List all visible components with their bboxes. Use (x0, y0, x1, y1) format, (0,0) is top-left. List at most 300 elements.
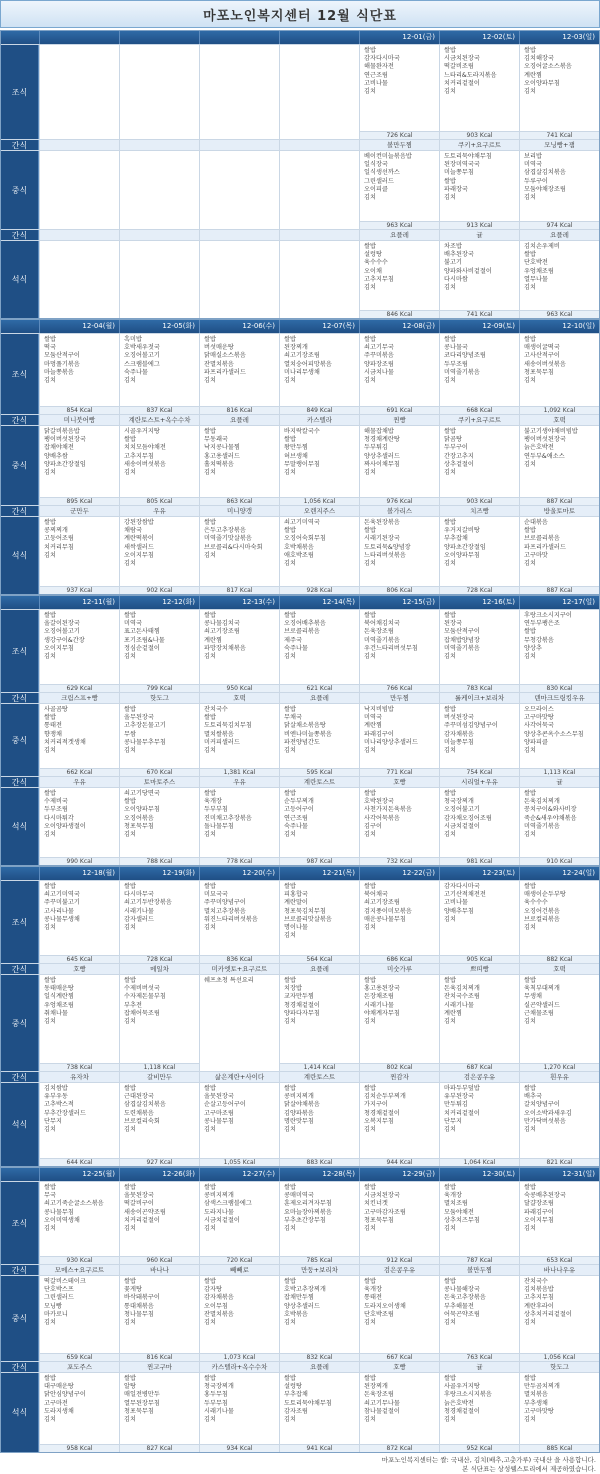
menu-cell (279, 975, 359, 1071)
calorie-label: 687 Kcal (440, 1063, 519, 1071)
menu-item: 고추지무침 (524, 1294, 554, 1302)
menu-item: 잔치국수조림 (444, 993, 480, 1001)
menu-cell (359, 151, 439, 229)
menu-item: 죽순&새우야채볶음 (524, 814, 577, 822)
snack-cell: 갈비만두 (119, 1072, 199, 1082)
menu-cell (359, 1373, 439, 1452)
snack-cell: 호떡 (519, 415, 599, 425)
menu-item: 쌀밥 (204, 1085, 216, 1092)
menu-cell (119, 45, 199, 139)
menu-item: 올뭇된장국 (124, 1192, 154, 1200)
menu-item: 통태전 (364, 1294, 382, 1302)
calorie-label: 950 Kcal (200, 684, 279, 692)
menu-item: 김치 (444, 915, 456, 923)
snack-cell: 만둥+보리차 (279, 1265, 359, 1275)
menu-item: 통태전 (44, 722, 62, 730)
meal-label: 석식 (1, 241, 39, 318)
menu-item: 육개장 (364, 1286, 382, 1294)
menu-item: 김치 (444, 1416, 456, 1424)
menu-cell (279, 610, 359, 692)
snack-cell: 삶은계란+사이다 (199, 1072, 279, 1082)
menu-item: 미늘쫑무침 (444, 738, 474, 746)
menu-item: 쌀밥 (204, 790, 216, 797)
menu-item: 우엉채조림 (524, 267, 554, 275)
calorie-label: 854 Kcal (40, 406, 119, 414)
menu-item: 김양파볶음 (284, 1109, 314, 1117)
menu-item: 미역줄기볶음 (364, 636, 400, 644)
snack-cell: 핫도그 (119, 693, 199, 703)
menu-item: 쌀밥 (444, 1278, 456, 1285)
snack-cell: 군만두 (39, 506, 119, 516)
menu-item: 청경채겉절이 (444, 1407, 480, 1415)
menu-item: 김치 (124, 377, 136, 385)
menu-item: 모둠산적구이 (44, 352, 80, 360)
menu-item: 연근조림 (284, 814, 308, 822)
snack-cell (119, 140, 199, 150)
menu-item: 열무나물 (524, 275, 548, 283)
menu-item: 고구마맛탕 (524, 1407, 554, 1415)
menu-item: 오이지무침 (524, 1216, 554, 1224)
menu-item: 쇠고기무국 (364, 344, 394, 352)
menu-item: 버섯된장국 (444, 714, 474, 722)
calorie-label: 1,113 Kcal (520, 768, 599, 776)
menu-item: 쌀밥 (364, 1085, 376, 1092)
menu-item: 쌀밥 (524, 977, 536, 984)
footer (0, 1453, 600, 1474)
menu-item: 상추겉절이 (444, 460, 474, 468)
calorie-label: 805 Kcal (120, 497, 199, 505)
meal-label: 간식 (1, 1265, 39, 1275)
menu-item: 시골우거지탕 (124, 428, 160, 435)
menu-item: 꽁치구이&와사비장 (524, 806, 577, 814)
menu-item: 도토리묵야채무침 (284, 1399, 332, 1407)
menu-cell (39, 1276, 119, 1361)
snack-cell (199, 230, 279, 240)
snack-cell: 호떡 (199, 693, 279, 703)
menu-item: 된장국 (444, 620, 462, 628)
menu-item: 브로컬리볶음 (524, 915, 560, 923)
menu-item: 돈육고추장볶음 (444, 1294, 486, 1302)
menu-item: 김치 (524, 460, 536, 468)
menu-cell (39, 1083, 119, 1166)
snack-cell (279, 230, 359, 240)
menu-item: 쌀밥 (204, 336, 216, 343)
menu-item: 고추박스적 (44, 1101, 74, 1109)
menu-item: 돈육김치찌개 (444, 985, 480, 993)
menu-item: 감자샐러드 (124, 915, 154, 923)
menu-item: 사각어묵국 (524, 722, 554, 730)
menu-item: 김치 (204, 1126, 216, 1134)
menu-item: 콩비지찌개 (204, 1192, 234, 1200)
menu-cell (279, 334, 359, 414)
menu-item: 우엉채조림 (44, 1001, 74, 1009)
date-header (39, 31, 119, 44)
menu-item: 육개장 (444, 1192, 462, 1200)
menu-item: 새송이곤약조림 (124, 1208, 166, 1216)
menu-item: 계란말이 (284, 899, 308, 907)
menu-item: 연근조림 (364, 71, 388, 79)
menu-item: 연두부팽은조 (524, 620, 560, 628)
calorie-label: 816 Kcal (120, 1353, 199, 1361)
menu-item: 김치 (204, 1416, 216, 1424)
menu-item: 열치숭어피망볶음 (284, 360, 332, 368)
menu-item: 시래기나물 (124, 907, 154, 915)
snack-cell: 요플레 (279, 1362, 359, 1372)
week-block (0, 30, 600, 319)
menu-item: 브로콜리&다시마숙회 (204, 543, 263, 551)
menu-item: 쌀밥 (204, 519, 216, 526)
menu-item: 치커리적겟생채 (44, 738, 86, 746)
snack-cell: 미니붓어빵 (39, 415, 119, 425)
menu-item: 양배추쌈 (44, 452, 68, 460)
menu-item: 쌀밥 (204, 1375, 216, 1382)
menu-item: 매생이굴떡국 (524, 344, 560, 352)
menu-cell (199, 334, 279, 414)
menu-item: 순살고등어구이 (204, 1101, 246, 1109)
menu-item: 오이무침 (204, 1302, 228, 1310)
menu-cell (39, 881, 119, 963)
menu-item: 실곤약샐러드 (524, 1001, 560, 1009)
menu-item: 도토리묵김치무침 (204, 722, 252, 730)
menu-cell (39, 517, 119, 594)
calorie-label: 963 Kcal (520, 310, 599, 318)
menu-item: 달걀장조림 (524, 1200, 554, 1208)
menu-item: 오이지무침 (44, 644, 74, 652)
menu-item: 부추초간장무침 (284, 1216, 326, 1224)
menu-item: 마카로니 (44, 1310, 68, 1318)
snack-row (1, 776, 599, 787)
menu-item: 김치 (284, 1018, 296, 1026)
menu-item: 오이소박과새우김 (524, 1109, 572, 1117)
menu-item: 된장찌개 (284, 344, 308, 352)
snack-cell: 계란토스트 (279, 777, 359, 787)
lunch-row (1, 150, 599, 229)
calorie-label: 872 Kcal (360, 1444, 439, 1452)
menu-cell (199, 45, 279, 139)
menu-cell (39, 975, 119, 1071)
date-header: 12-18(월) (39, 867, 119, 880)
dinner-row (1, 1082, 599, 1166)
snack-row (1, 505, 599, 516)
menu-item: 청나물무침 (124, 1310, 154, 1318)
menu-item: 만가닥버섯볶음 (524, 1117, 566, 1125)
menu-item: 멸치고추장볶음 (204, 907, 246, 915)
menu-item: 숙주나물 (284, 822, 308, 830)
menu-item: 배추국 (524, 1093, 542, 1101)
calorie-label: 885 Kcal (520, 1444, 599, 1452)
breakfast-row (1, 333, 599, 414)
menu-item: 두부튀김 (364, 444, 388, 452)
menu-item: 닭안심양념구이 (44, 1391, 86, 1399)
menu-item: 김치 (524, 88, 536, 96)
menu-cell (199, 704, 279, 776)
date-header: 12-07(목) (279, 320, 359, 333)
menu-item: 김치 (364, 1416, 376, 1424)
menu-cell (359, 426, 439, 505)
menu-cell (199, 426, 279, 505)
menu-cell (119, 704, 199, 776)
calorie-label: 832 Kcal (280, 1353, 359, 1361)
menu-item: 쌀밥 (284, 1085, 296, 1092)
menu-item: 콩나물해장국 (444, 1286, 480, 1294)
menu-item: 포기조림&나물 (124, 636, 165, 644)
menu-item: 김치 (524, 924, 536, 932)
calorie-label: 738 Kcal (40, 1063, 119, 1071)
menu-item: 김치 (284, 1416, 296, 1424)
calorie-label: 963 Kcal (360, 221, 439, 229)
menu-item: 모둠야채전 (444, 1208, 474, 1216)
menu-cell (439, 704, 519, 776)
menu-item: 육수수수 (524, 899, 548, 907)
menu-item: 쌀밥 (284, 1184, 296, 1191)
date-header (279, 31, 359, 44)
calorie-label: 621 Kcal (280, 684, 359, 692)
menu-item: 보리밥 (524, 153, 542, 160)
date-header: 12-29(금) (359, 1168, 439, 1181)
date-header: 12-06(수) (199, 320, 279, 333)
menu-item: 무생채 (524, 993, 542, 1001)
menu-item: 치장밥 (284, 985, 302, 993)
menu-item: 쌀밥 (364, 1278, 376, 1285)
menu-cell (279, 517, 359, 594)
menu-item: 쇠고기장조림 (204, 628, 240, 636)
menu-item: 오이미역생채 (44, 1216, 80, 1224)
calorie-label: 1,381 Kcal (200, 768, 279, 776)
menu-item: 청포묵무침 (124, 822, 154, 830)
week-block (0, 595, 600, 866)
meal-label: 간식 (1, 140, 39, 150)
menu-item: 돈육된장볶음 (364, 519, 400, 526)
menu-cell (519, 45, 599, 139)
calorie-label: 952 Kcal (440, 1444, 519, 1452)
snack-cell: 계란토스트+옥수수차 (119, 415, 199, 425)
menu-item: 단호박조림 (364, 1310, 394, 1318)
snack-cell: 유자차 (39, 1072, 119, 1082)
meal-label: 석식 (1, 517, 39, 594)
date-header: 12-31(일) (519, 1168, 599, 1181)
menu-cell (439, 881, 519, 963)
menu-item: 유부된장국 (444, 1093, 474, 1101)
menu-item: 떡갈비조림 (444, 63, 474, 71)
menu-item: 김치 (524, 560, 536, 568)
menu-item: 쌀밥 (284, 527, 296, 535)
menu-item: 코다리양념조림 (444, 352, 486, 360)
week-date-header (1, 31, 599, 44)
menu-cell (439, 334, 519, 414)
menu-cell (359, 975, 439, 1071)
menu-item: 청포묵무침 (124, 1407, 154, 1415)
menu-item: 단호박스프 (44, 1286, 74, 1294)
calorie-label: 802 Kcal (360, 1063, 439, 1071)
menu-cell (39, 334, 119, 414)
menu-cell (439, 426, 519, 505)
menu-item: 쌀밥 (524, 1375, 536, 1382)
calorie-label: 670 Kcal (120, 768, 199, 776)
menu-item: 닭살야채볶음 (284, 1101, 320, 1109)
menu-item: 김치 (284, 1319, 296, 1327)
menu-cell (519, 1276, 599, 1361)
date-header: 12-16(토) (439, 596, 519, 609)
menu-item: 호박된장국 (364, 798, 394, 806)
menu-item: 올무된장국 (124, 714, 154, 722)
menu-item: 김치 (364, 194, 376, 202)
calorie-label: 763 Kcal (440, 1353, 519, 1361)
calorie-label: 787 Kcal (440, 1256, 519, 1264)
menu-item: 쌀밥 (204, 612, 216, 619)
menu-item: 오이피클 (364, 185, 388, 193)
menu-item: 매생이순두부탕 (524, 891, 566, 899)
snack-cell (39, 140, 119, 150)
menu-item: 수제비국 (44, 798, 68, 806)
menu-item: 쌀밥 (124, 612, 136, 619)
snack-cell: 요플레 (359, 230, 439, 240)
menu-cell (119, 426, 199, 505)
menu-item: 쌀밥 (284, 1375, 296, 1382)
menu-item: 주꾸미양념구이 (204, 899, 246, 907)
menu-item: 통대채볶음 (124, 1302, 154, 1310)
menu-item: 쌀밥 (364, 790, 376, 797)
snack-cell: 바나나우유 (519, 1265, 599, 1275)
snack-cell: 호빵 (39, 964, 119, 974)
menu-item: 양파와사비겉절이 (444, 267, 492, 275)
menu-item: 오징어볼고기 (124, 352, 160, 360)
menu-item: 스크램블에그 (124, 360, 160, 368)
menu-item: 콩나물무침 (204, 1117, 234, 1125)
menu-item: 우건느타리버섯무침 (364, 644, 418, 652)
menu-item: 도토리묵야채무침 (444, 153, 492, 160)
menu-item: 쌀밥 (524, 628, 536, 636)
calorie-label: 837 Kcal (120, 406, 199, 414)
snack-cell: 찐빵 (359, 415, 439, 425)
menu-item: 청포묵무침 (364, 1216, 394, 1224)
menu-item: 김치 (284, 469, 296, 477)
menu-item: 오징어배추볶음 (284, 620, 326, 628)
menu-item: 쌀밥 (444, 177, 456, 185)
menu-item: 쌀밥 (284, 790, 296, 797)
menu-item: 정심순겉절이 (124, 644, 160, 652)
menu-item: 부추간장샐러드 (44, 1109, 86, 1117)
menu-item: 호박채볶음 (284, 543, 314, 551)
calorie-label: 836 Kcal (200, 955, 279, 963)
menu-item: 잡채밥양념장 (444, 636, 480, 644)
date-header: 12-02(토) (439, 31, 519, 44)
meal-label: 간식 (1, 1072, 39, 1082)
menu-item: 쌀밥 (444, 790, 456, 797)
menu-item: 후랑크소시지볶음 (444, 1391, 492, 1399)
menu-item: 도련채볶음 (124, 1109, 154, 1117)
menu-item: 북어채국 (364, 891, 388, 899)
menu-item: 명이나물 (284, 924, 308, 932)
menu-item: 설렁탕 (364, 251, 382, 259)
menu-item: 쉐프초청 특선요리 (204, 977, 254, 984)
calorie-label: 691 Kcal (360, 406, 439, 414)
calorie-label: 1,092 Kcal (520, 406, 599, 414)
menu-item: 낙지콩나물찜 (204, 444, 240, 452)
menu-item: 미커피샐러드 (204, 738, 240, 746)
menu-item: 떡갈비구이 (124, 1200, 154, 1208)
menu-item: 우거지갈비탕 (444, 527, 480, 535)
menu-item: 잔치국수 (204, 706, 228, 713)
menu-item: 상추치커리겉절이 (524, 1310, 572, 1318)
menu-item: 오징어볶음 (124, 814, 154, 822)
menu-item: 강된장쌈밥 (124, 519, 154, 526)
menu-item: 육개장 (204, 798, 222, 806)
menu-item: 고구마조림 (204, 1109, 234, 1117)
footer-line-2: 본 식단표는 상성웰스토리에서 제공하였습니다. (462, 1465, 596, 1473)
menu-cell (199, 151, 279, 229)
menu-item: 주꾸미불고기 (44, 899, 80, 907)
snack-cell: 호빵 (359, 1362, 439, 1372)
snack-cell: 오렌지주스 (279, 506, 359, 516)
menu-cell (279, 704, 359, 776)
calorie-label: 944 Kcal (360, 1158, 439, 1166)
week-date-header (1, 320, 599, 333)
menu-item: 고둥어조림 (44, 535, 74, 543)
menu-item: 시래기된장국 (364, 535, 400, 543)
menu-item: 쌀밥 (44, 336, 56, 343)
menu-item: 오이양파무침 (444, 551, 480, 559)
menu-item: 쌀밥 (204, 1278, 216, 1285)
menu-item: 김치 (444, 1319, 456, 1327)
menu-item: 쌀밥 (444, 977, 456, 984)
menu-item: 채람국 (124, 527, 142, 535)
menu-item: 미역줄기맛살볶음 (204, 535, 252, 543)
menu-item: 주꾸미섬김양념구이 (444, 722, 498, 730)
menu-cell (359, 1276, 439, 1361)
calorie-label: 958 Kcal (40, 1444, 119, 1452)
menu-item: 삼색스크램블에그 (204, 1200, 252, 1208)
menu-item: 김치 (524, 1319, 536, 1327)
date-header: 12-04(월) (39, 320, 119, 333)
week-date-header (1, 596, 599, 609)
snack-row (1, 229, 599, 240)
menu-item: 고비나물 (444, 899, 468, 907)
calorie-label: 976 Kcal (360, 497, 439, 505)
menu-item: 생강구이&간장 (44, 636, 85, 644)
snack-cell: 미숫가루 (359, 964, 439, 974)
menu-item: 김치 (444, 653, 456, 661)
menu-item: 올갈이된장국 (44, 620, 80, 628)
calorie-label: 754 Kcal (440, 768, 519, 776)
menu-item: 쌀밥 (204, 714, 216, 722)
menu-item: 김치 (124, 653, 136, 661)
menu-item: 쌀밥 (444, 428, 456, 435)
menu-item: 콩찌찌개 (44, 527, 68, 535)
menu-item: 김치 (284, 831, 296, 839)
menu-item: 김치 (444, 1225, 456, 1233)
menu-item: 낙지비빔밥 (364, 706, 394, 713)
menu-item: 바지락칼국수 (284, 428, 320, 435)
week-date-header (1, 1168, 599, 1181)
menu-item: 훈제오리겨자무침 (284, 1200, 332, 1208)
calorie-label: 903 Kcal (440, 131, 519, 139)
menu-cell (39, 151, 119, 229)
menu-item: 시래기나물 (444, 1001, 474, 1009)
calorie-label: 778 Kcal (200, 857, 279, 865)
menu-cell (359, 610, 439, 692)
meal-label: 중식 (1, 151, 39, 229)
menu-item: 고사리나물 (44, 907, 74, 915)
menu-item: 향쟁채 (44, 730, 62, 738)
menu-item: 잔멸치볶음 (204, 360, 234, 368)
menu-item: 쇠고기미역국 (44, 891, 80, 899)
menu-item: 야채계자무침 (364, 1009, 400, 1017)
menu-item: 마늘쫑볶음 (44, 368, 74, 376)
menu-item: 김치 (124, 1416, 136, 1424)
menu-item: 쌀밥 (444, 1375, 456, 1382)
menu-item: 감자탕 (204, 1286, 222, 1294)
menu-item: 대구매운탕 (44, 1383, 74, 1391)
